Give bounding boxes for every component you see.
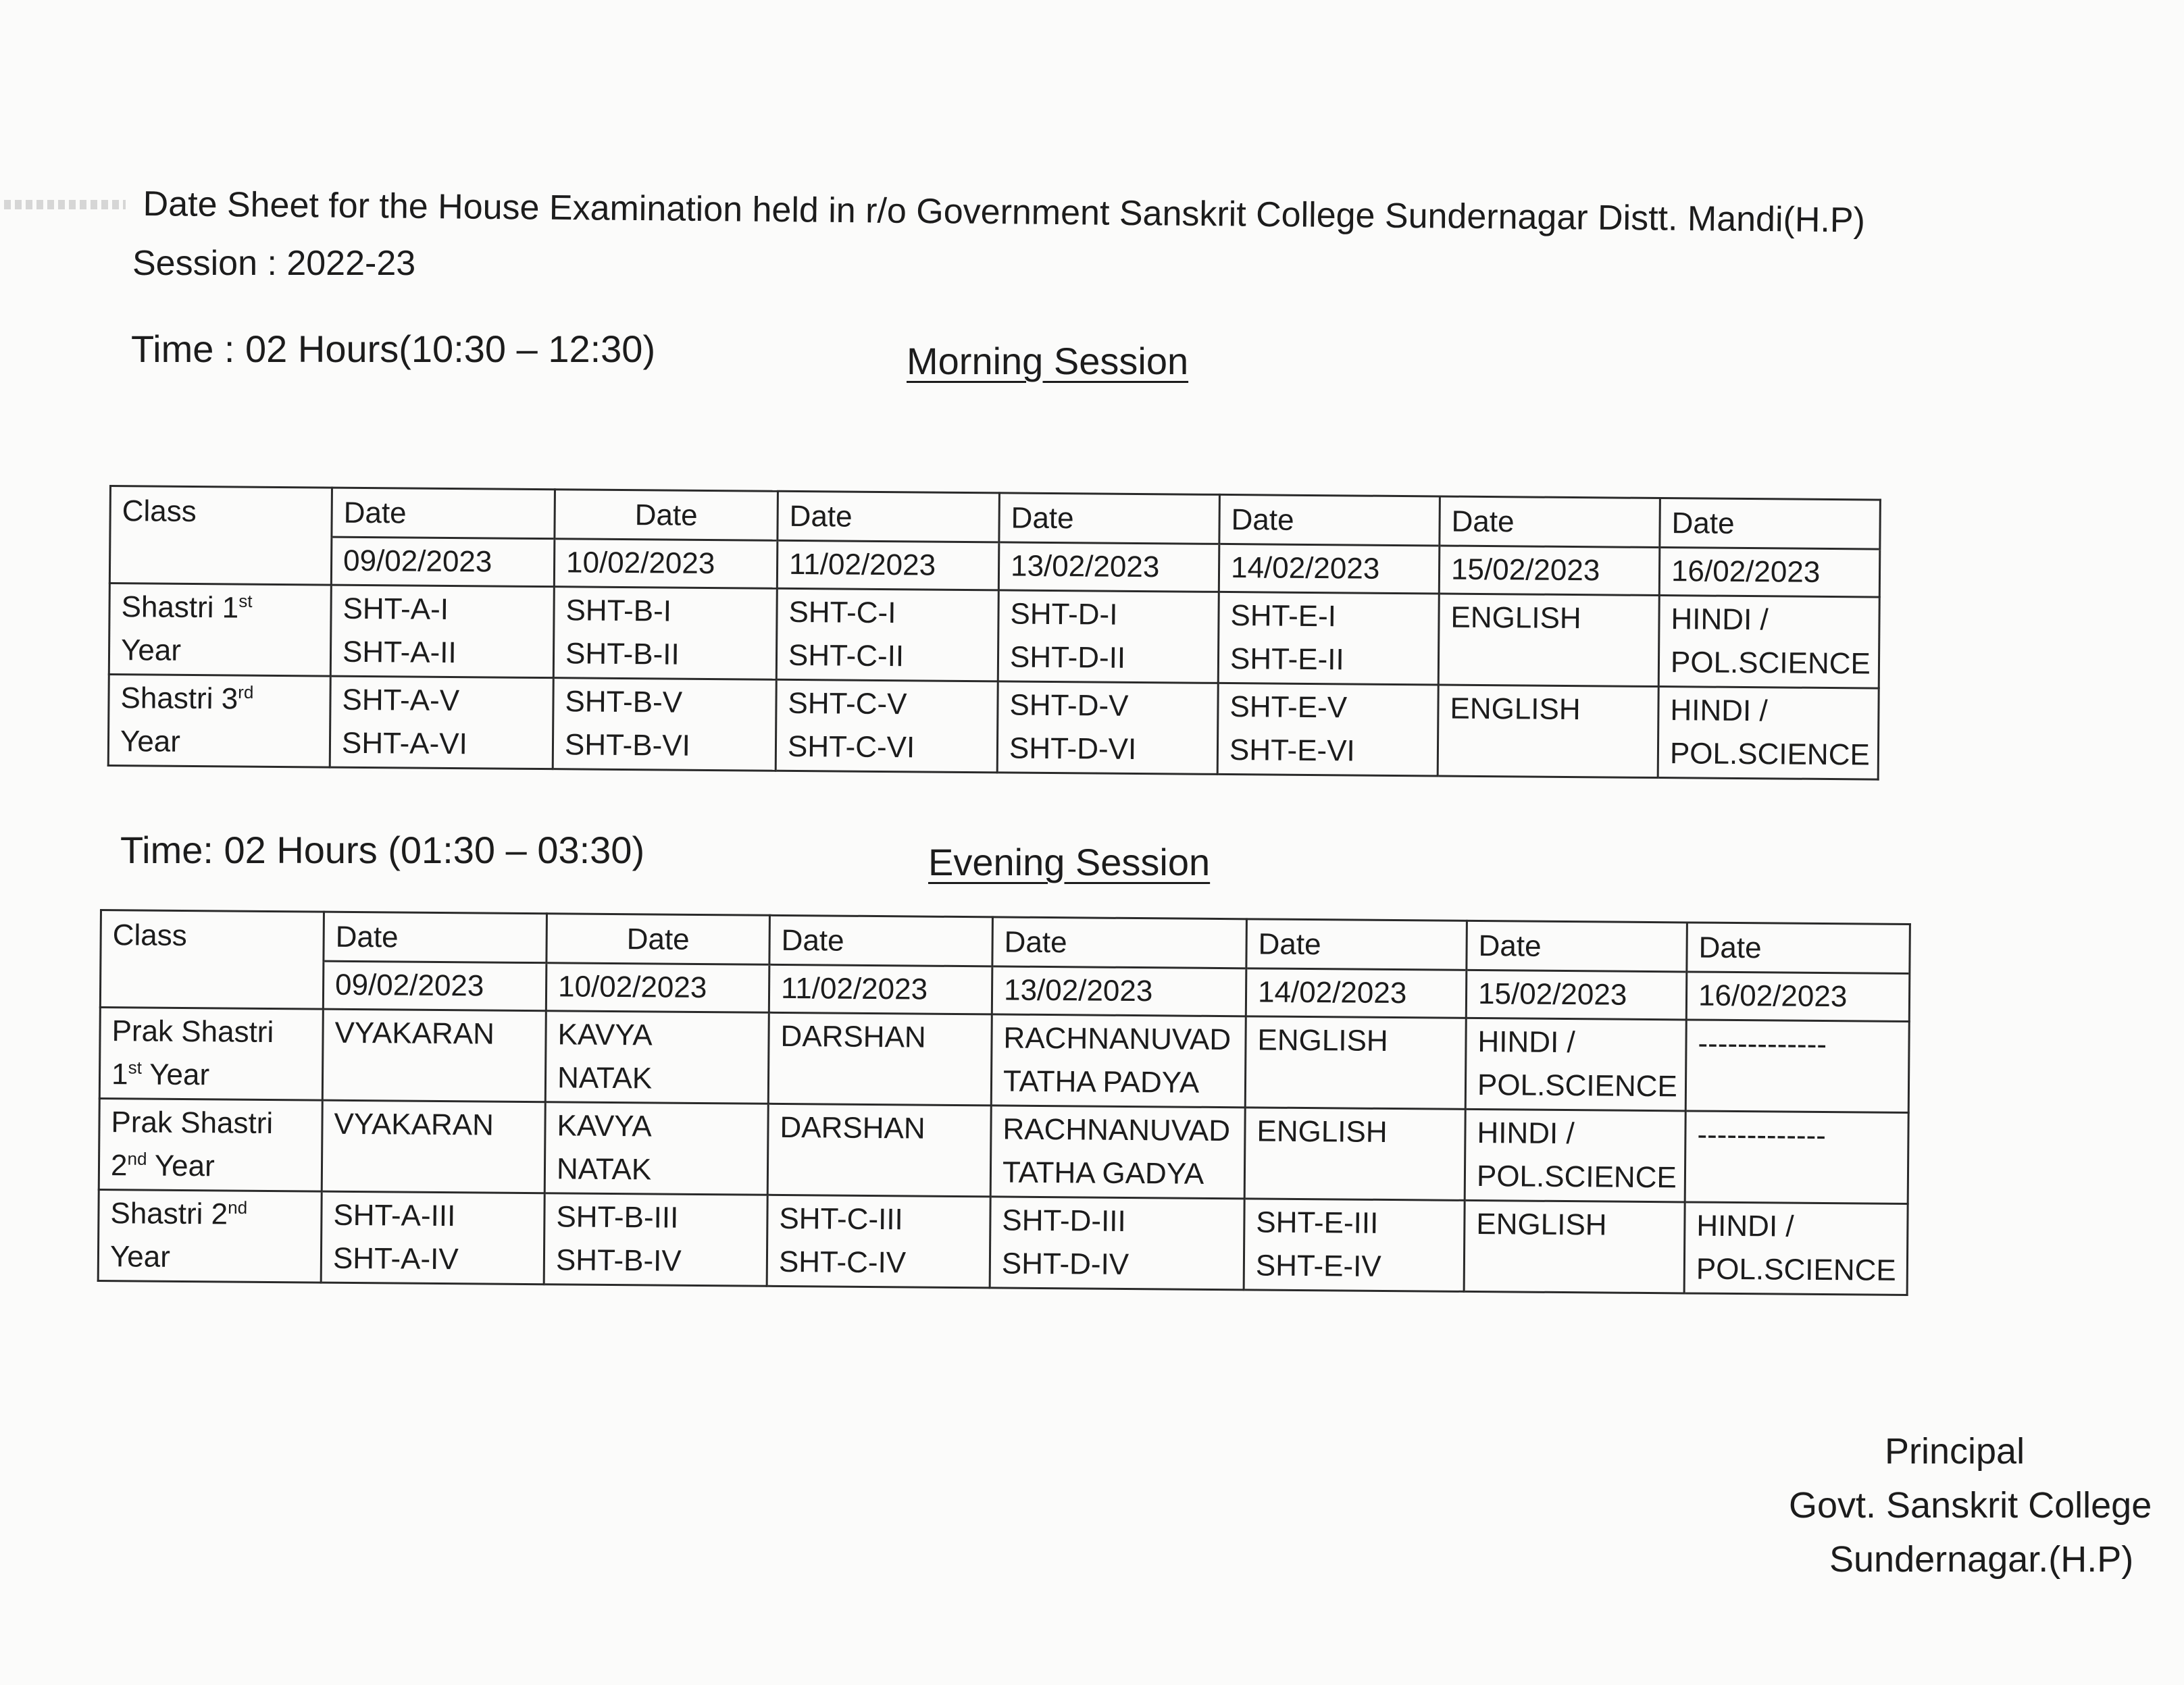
subject-cell: SHT-B-III SHT-B-IV xyxy=(544,1193,767,1287)
subject-cell: HINDI / POL.SCIENCE xyxy=(1658,596,1879,689)
subject-cell: SHT-C-III SHT-C-IV xyxy=(767,1195,990,1288)
date-value: 13/02/2023 xyxy=(998,542,1219,592)
subject-cell: HINDI / POL.SCIENCE xyxy=(1658,687,1879,780)
subject-cell: SHT-E-V SHT-E-VI xyxy=(1217,683,1438,776)
subject-cell: DARSHAN xyxy=(768,1012,992,1106)
class-cell: Shastri 2nd Year xyxy=(98,1189,322,1282)
morning-time: Time : 02 Hours(10:30 – 12:30) xyxy=(131,328,656,370)
subject-cell: SHT-D-I SHT-D-II xyxy=(998,590,1219,683)
date-label: Date xyxy=(769,915,993,966)
document-title: Date Sheet for the House Examination held in r/o Government Sanskrit College Sundernagar Distt. Mandi(H.P) xyxy=(143,184,1866,240)
date-value: 15/02/2023 xyxy=(1466,970,1687,1020)
subject-cell: HINDI / POL.SCIENCE xyxy=(1465,1109,1685,1202)
subject-cell: ENGLISH xyxy=(1464,1200,1685,1293)
morning-session-heading: Morning Session xyxy=(907,340,1189,382)
table-row xyxy=(98,1189,1908,1295)
class-cell: Prak Shastri 1st Year xyxy=(99,1008,323,1101)
date-value: 13/02/2023 xyxy=(992,966,1246,1016)
subject-cell: SHT-A-V SHT-A-VI xyxy=(330,676,553,769)
evening-session-heading: Evening Session xyxy=(928,841,1211,883)
subject-cell: SHT-E-III SHT-E-IV xyxy=(1244,1199,1465,1292)
subject-cell: SHT-A-I SHT-A-II xyxy=(330,585,554,678)
subject-cell: ------------- xyxy=(1685,1111,1908,1204)
date-label: Date xyxy=(324,912,547,963)
date-value: 16/02/2023 xyxy=(1686,972,1910,1022)
subject-cell: SHT-C-I SHT-C-II xyxy=(776,588,998,681)
date-value: 16/02/2023 xyxy=(1659,548,1880,598)
subject-cell: SHT-C-V SHT-C-VI xyxy=(776,679,998,773)
table-row xyxy=(108,675,1879,780)
subject-cell: HINDI / POL.SCIENCE xyxy=(1684,1202,1908,1295)
table-row xyxy=(99,1008,1909,1113)
subject-cell: SHT-B-I SHT-B-II xyxy=(553,587,777,680)
date-label: Date xyxy=(778,491,1000,542)
subject-cell: SHT-D-V SHT-D-VI xyxy=(997,681,1218,775)
subject-cell: DARSHAN xyxy=(767,1104,991,1197)
date-label: Date xyxy=(992,917,1247,968)
date-label: Date xyxy=(1660,498,1881,550)
class-header: Class xyxy=(101,910,324,962)
date-value: 14/02/2023 xyxy=(1246,968,1467,1018)
subject-cell: ENGLISH xyxy=(1438,594,1659,687)
morning-schedule-table xyxy=(107,485,1881,781)
subject-cell: RACHNANUVAD TATHA PADYA xyxy=(991,1014,1246,1108)
date-label: Date xyxy=(1687,923,1910,974)
evening-schedule-table xyxy=(97,909,1911,1296)
signature-location: Sundernagar.(H.P) xyxy=(1829,1539,2134,1580)
date-value: 11/02/2023 xyxy=(777,540,999,590)
scan-artifact xyxy=(4,200,126,209)
subject-cell: ENGLISH xyxy=(1244,1108,1465,1201)
subject-cell: VYAKARAN xyxy=(322,1009,546,1102)
subject-cell: HINDI / POL.SCIENCE xyxy=(1465,1018,1686,1111)
subject-cell: ENGLISH xyxy=(1245,1016,1466,1110)
date-value: 09/02/2023 xyxy=(323,961,547,1011)
signature-title: Principal xyxy=(1885,1431,2025,1472)
date-value: 15/02/2023 xyxy=(1439,546,1660,596)
signature-institution: Govt. Sanskrit College xyxy=(1789,1485,2152,1526)
class-header-empty xyxy=(109,536,332,586)
table-row xyxy=(109,584,1879,689)
date-label: Date xyxy=(547,914,770,965)
subject-cell: VYAKARAN xyxy=(322,1100,545,1193)
class-cell: Shastri 3rd Year xyxy=(108,675,330,768)
date-label: Date xyxy=(332,488,555,539)
session-year: Session : 2022-23 xyxy=(132,244,416,283)
date-label: Date xyxy=(555,490,778,541)
date-value: 11/02/2023 xyxy=(769,964,992,1014)
date-label: Date xyxy=(999,493,1220,544)
date-value: 14/02/2023 xyxy=(1219,544,1440,594)
class-cell: Shastri 1st Year xyxy=(109,584,331,677)
subject-cell: SHT-D-III SHT-D-IV xyxy=(990,1197,1244,1290)
date-label: Date xyxy=(1467,921,1687,972)
date-label: Date xyxy=(1219,494,1440,546)
class-header: Class xyxy=(110,486,332,538)
subject-cell: ------------- xyxy=(1685,1020,1909,1113)
date-value: 10/02/2023 xyxy=(554,539,778,589)
date-label: Date xyxy=(1440,496,1660,548)
subject-cell: SHT-A-III SHT-A-IV xyxy=(321,1191,544,1285)
subject-cell: KAVYA NATAK xyxy=(545,1011,769,1104)
date-value: 09/02/2023 xyxy=(331,537,555,587)
evening-time: Time: 02 Hours (01:30 – 03:30) xyxy=(120,829,645,871)
subject-cell: SHT-E-I SHT-E-II xyxy=(1218,592,1439,685)
table-row xyxy=(99,1099,1908,1204)
subject-cell: RACHNANUVAD TATHA GADYA xyxy=(990,1106,1245,1199)
date-value: 10/02/2023 xyxy=(546,963,769,1013)
subject-cell: ENGLISH xyxy=(1438,685,1658,778)
subject-cell: KAVYA NATAK xyxy=(544,1102,768,1195)
class-cell: Prak Shastri 2nd Year xyxy=(99,1099,322,1192)
date-label: Date xyxy=(1246,919,1467,970)
class-header-empty xyxy=(100,960,324,1010)
subject-cell: SHT-B-V SHT-B-VI xyxy=(553,678,776,771)
